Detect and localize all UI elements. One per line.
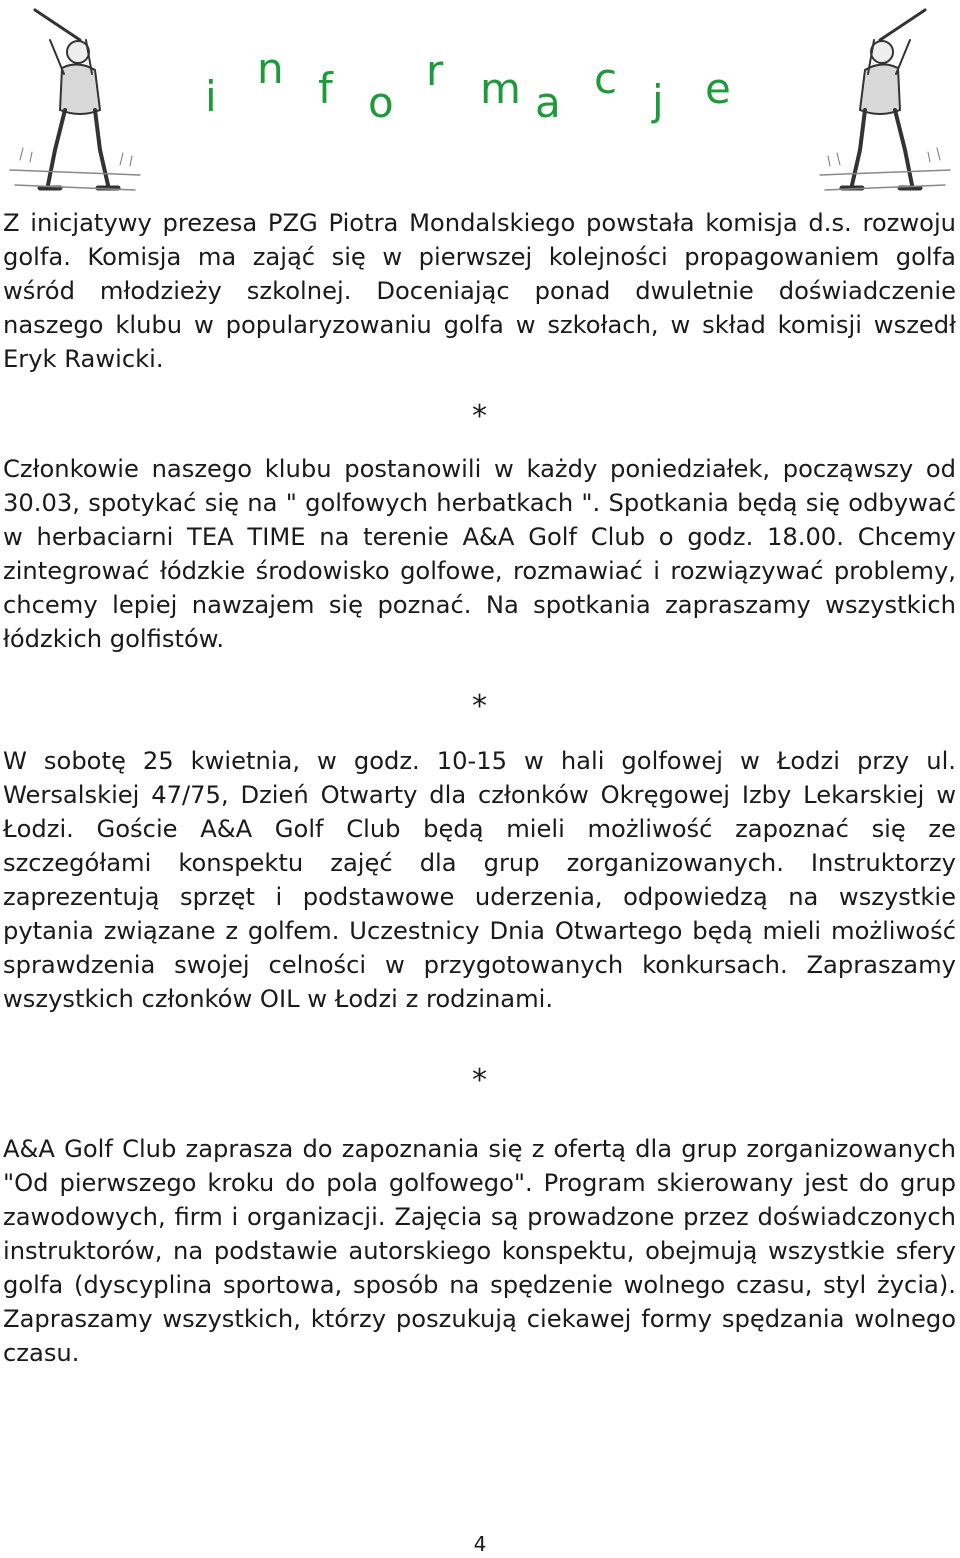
title-letter: a [535, 78, 561, 127]
title-letter: e [705, 64, 731, 113]
title-letter: o [368, 78, 394, 127]
title-letter: r [426, 46, 444, 95]
golfer-sketch-icon [0, 0, 150, 200]
title-letter: i [205, 72, 217, 121]
paragraph-group-offer: A&A Golf Club zaprasza do zapoznania się z ofertą dla grup zorganizowanych "Od pierwszego kroku do pola golfowego". Program skierowany jest do grup zawodowych, firm i organizacji. Zajęcia są prowadzone przez doświadczonych instruktorów, na podstawie autorskiego konspektu, obejmują wszystkie sfery golfa (dyscyplina sportowa, sposób na spędzenie wolnego czasu, styl życia). Zapraszamy wszystkich, którzy poszukują ciekawej formy spędzania wolnego czasu. [3, 1135, 956, 1367]
paragraph-commission: Z inicjatywy prezesa PZG Piotra Mondalskiego powstała komisja d.s. rozwoju golfa. Komisja ma zająć się w pierwszej kolejności propagowaniem golfa wśród młodzieży szkolnej. Doceniając ponad dwuletnie doświadczenie naszego klubu w popularyzowaniu golfa w szkołach, w skład komisji wszedł Eryk Rawicki. [3, 209, 956, 373]
title-letter: m [480, 64, 521, 113]
title-letter: n [257, 44, 284, 93]
page-number: 4 [473, 1532, 487, 1556]
paragraph-open-day: W sobotę 25 kwietnia, w godz. 10-15 w hali golfowej w Łodzi przy ul. Wersalskiej 47/75, Dzień Otwarty dla członków Okręgowej Izby Lekarskiej w Łodzi. Goście A&A Golf Club będą mieli możliwość zapoznać się ze szczegółami konspektu zajęć dla grup zorganizowanych. Instruktorzy zaprezentują sprzęt i podstawowe uderzenia, odpowiedzą na wszystkie pytania związane z golfem. Uczestnicy Dnia Otwartego będą mieli możliwość sprawdzenia swojej celności w przygotowanych konkursach. Zapraszamy wszystkich członków OIL w Łodzi z rodzinami. [3, 747, 956, 1013]
separator-asterisk: * [472, 1063, 487, 1098]
title-letter: c [594, 54, 618, 103]
page-title [200, 40, 760, 130]
separator-asterisk: * [472, 399, 487, 434]
title-letter: j [652, 76, 664, 125]
golfer-sketch-icon [810, 0, 960, 200]
article-body [3, 206, 956, 1370]
separator-asterisk: * [472, 689, 487, 724]
title-letter: f [318, 64, 333, 113]
paragraph-golf-teas: Członkowie naszego klubu postanowili w każdy poniedziałek, począwszy od 30.03, spotykać się na " golfowych herbatkach ". Spotkania będą się odbywać w herbaciarni TEA TIME na terenie A&A Golf Club o godz. 18.00. Chcemy zintegrować łódzkie środowisko golfowe, rozmawiać i rozwiązywać problemy, chcemy lepiej nawzajem się poznać. Na spotkania zapraszamy wszystkich łódzkich golfistów. [3, 455, 956, 653]
page-header [0, 0, 960, 200]
